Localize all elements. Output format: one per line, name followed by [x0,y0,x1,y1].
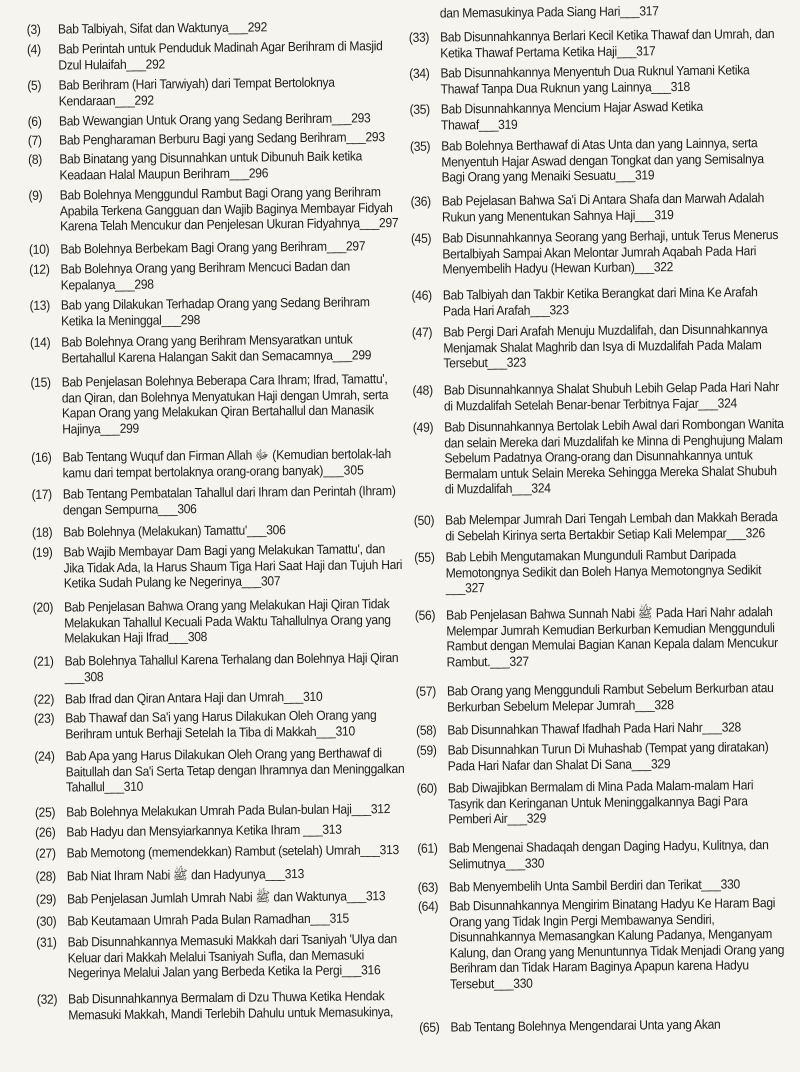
entry-number: (59) [416,742,437,758]
entry-title: Bab Wewangian Untuk Orang yang Sedang Berihram___293 [58,110,371,129]
entry-number: (55) [414,549,435,565]
toc-entry [30,294,402,329]
toc-entry [28,148,400,183]
toc-entry [31,483,403,518]
entry-number: (21) [33,653,54,669]
toc-entry [35,865,407,884]
entry-number: (24) [34,748,55,764]
toc-entry [412,379,784,414]
entry-number: (29) [35,891,57,907]
toc-entry [414,546,786,597]
entry-number: (7) [27,132,42,148]
toc-entry [32,521,404,540]
toc-entry [418,876,790,895]
entry-number: (45) [410,230,432,246]
entry-number: (19) [32,544,53,560]
entry-title: Bab Keutamaan Umrah Pada Bulan Ramadhan___315 [67,910,349,929]
toc-entry [29,238,401,257]
entry-number: (49) [412,419,434,435]
toc-entry [412,321,784,372]
toc-entry [36,888,408,907]
entry-title: Bab Talbiyah, Sifat dan Waktunya___292 [57,19,268,37]
entry-title: Bab Penjelasan Bolehnya Beberapa Cara Ihram; Ifrad, Tamattu', dan Qiran, dan Bolehnya Menyatukan Haji dengan Umrah, serta Kapan Orang yang Melakukan Qiran Bertahallul dan Manasik Hajinya___299 [61,371,389,437]
entry-title: Bab Disunnahkannya Mencium Hajar Aswad Ketika Thawaf___319 [440,98,703,133]
entry-number: (30) [35,913,57,929]
toc-entry [27,74,399,109]
entry-number: (33) [408,29,430,45]
entry-title: Bab Orang yang Menggunduli Rambut Sebelum Berkurban atau Berkurban Sebelum Melepar Jumrah___328 [446,680,774,715]
toc-entry [409,62,781,97]
entry-title: Bab Pengharaman Berburu Bagi yang Sedang Berihram___293 [59,129,385,148]
entry-title: Bab Disunnahkannya Menyentuh Dua Ruknul Yamani Ketika Thawaf Tanpa Dua Ruknun yang Lainnya___318 [440,62,750,97]
entry-number: (36) [410,193,431,209]
entry-number: (13) [29,297,50,313]
entry-title: Bab Apa yang Harus Dilakukan Oleh Orang yang Berthawaf di Baitullah dan Sa'i Serta Tetap dengan Ihramnya dan Meninggalkan Tahallul___310 [65,745,405,795]
entry-number: (23) [33,710,55,726]
entry-title: Bab Disunnahkannya Bertolak Lebih Awal dari Rombongan Wanita dan selain Mereka dari Muzdalifah ke Minna di Penghujung Malam Sebelum Padatnya Orang-orang dan Disunnahkannya untuk Bermalam untuk Selain Mereka Sehingga Mereka Shalat Shubuh di Muzdalifah___324 [444,415,784,497]
entry-title: Bab Pejelasan Bahwa Sa'i Di Antara Shafa dan Marwah Adalah Rukun yang Menentukan Sahnya Haji___319 [441,190,765,225]
entry-title: Bab Bolehnya Melakukan Umrah Pada Bulan-bulan Haji___312 [66,801,391,820]
entry-title: Bab Berihram (Hari Tarwiyah) dari Tempat Bertoloknya Kendaraan___292 [58,74,335,109]
entry-number: (28) [35,868,56,884]
entry-title: Bab Menyembelih Unta Sambil Berdiri dan Terikat___330 [448,876,740,895]
toc-entry [416,719,788,738]
left-column [26,0,405,1023]
toc-entry [34,707,406,742]
entry-number: (26) [35,824,56,840]
toc-entry [28,110,400,129]
toc-entry [28,184,400,235]
entry-title: Bab Disunnahkannya Bermalam di Dzu Thuwa Ketika Hendak Memasuki Makkah, Mandi Terlebih Dahulu untuk Memasukinya, [68,988,394,1023]
toc-entry [416,739,788,774]
entry-title: Bab Penjelasan Bahwa Orang yang Melakukan Haji Qiran Tidak Melakukan Tahallul Kecuali Pada Waktu Tahallulnya Orang yang Melakukan Haji Ifrad___308 [63,596,391,646]
entry-number: (46) [411,287,432,303]
toc-entry [36,910,408,929]
entry-number: (34) [409,65,430,81]
entry-title: Bab Binatang yang Disunnahkan untuk Dibunuh Baik ketika Keadaan Halal Maupun Berihram___296 [59,148,363,183]
continuation-line: dan Memasukinya Pada Siang Hari___317 [439,3,659,21]
entry-number: (20) [32,599,54,615]
entry-title: Bab Mengenai Shadaqah dengan Daging Hadyu, Kulitnya, dan Selimutnya___330 [448,837,769,872]
toc-entry [410,190,782,225]
entry-number: (17) [31,486,52,502]
entry-title: Bab Niat Ihram Nabi ﷺ dan Hadyunya___313 [66,866,305,884]
entry-title: Bab Bolehnya Menggundul Rambut Bagi Orang yang Berihram Apabila Terkena Gangguan dan Wajib Baginya Membayar Fidyah Karena Telah Mencukur dan Penjelesan Ukuran Fidyahnya___297 [59,184,399,234]
toc-entry [409,98,781,133]
toc-entry [34,688,406,707]
entry-title: Bab Hadyu dan Mensyiarkannya Ketika Ihram ___313 [66,821,342,840]
toc-entry [410,135,782,186]
entry-title: Bab Disunnahkan Thawaf Ifadhah Pada Hari Nahr___328 [447,719,742,738]
entry-title: Bab Disunnahkannya Shalat Shubuh Lebih Gelap Pada Hari Nahr di Muzdalifah Setelah Benar-benar Terbitnya Fajar___324 [443,379,779,414]
entry-title: Bab Tentang Bolehnya Mengendarai Unta yang Akan [450,1016,721,1035]
toc-entry [35,801,407,820]
toc-entry [34,745,406,796]
toc-entry [37,988,409,1023]
toc-entry [30,371,402,437]
entry-title: Bab Wajib Membayar Dam Bagi yang Melakukan Tamattu', dan Jika Tidak Ada, Ia Harus Shaum Tiga Hari Saat Haji dan Tujuh Hari Ketika Sudah Pulang ke Negerinya___307 [63,541,403,591]
entry-number: (27) [35,845,56,861]
entry-title: Bab Disunnahkannya Berlari Kecil Ketika Thawaf dan Umrah, dan Ketika Thawaf Pertama Ketika Haji___317 [439,26,775,61]
entry-title: Bab Lebih Mengutamakan Mungunduli Rambut Daripada Memotongnya Sedikit dan Boleh Hanya Memotongnya Sedikit ___327 [445,546,762,596]
toc-entry [28,129,400,148]
entry-number: (12) [29,261,50,277]
entry-number: (9) [28,187,43,203]
toc-entry [33,596,405,647]
toc-entry [414,509,786,544]
entry-number: (14) [29,334,51,350]
entry-title: Bab Ifrad dan Qiran Antara Haji dan Umrah___310 [64,688,323,707]
entry-number: (58) [415,722,437,738]
entry-title: Bab Bolehnya Berthawaf di Atas Unta dan yang Lainnya, serta Menyentuh Hajar Aswad dengan Tongkat dan yang Semisalnya Bagi Orang yang Menaiki Sesuatu___319 [441,135,764,185]
entry-title: Bab Thawaf dan Sa'i yang Harus Dilakukan Oleh Orang yang Berihram untuk Berhaji Setelah Ia Tiba di Makkah___310 [65,707,377,742]
toc-entry [417,837,789,872]
entry-number: (22) [33,691,55,707]
entry-number: (3) [26,21,41,37]
entry-number: (35) [409,101,430,117]
entry-title: Bab Bolehnya Orang yang Berihram Mencuci Badan dan Kepalanya___298 [60,258,350,293]
entry-title: Bab Melempar Jumrah Dari Tengah Lembah dan Makkah Berada di Sebelah Kirinya serta Bertakbir Setiap Kali Melempar___326 [445,509,778,544]
toc-entry [413,416,785,498]
entry-number: (61) [417,840,438,856]
entry-title: Bab Disunnahkannya Seorang yang Berhaji, untuk Terus Menerus Bertalbiyah Sampai Akan Melontar Jumrah Aqabah Pada Hari Menyembelih Hadyu (Hewan Kurban)___322 [442,227,779,277]
toc-entry [419,1016,791,1035]
entry-title: Bab Talbiyah dan Takbir Ketika Berangkat dari Mina Ke Arafah Pada Hari Arafah___323 [442,284,758,319]
toc-entry [409,26,781,61]
entry-number: (64) [417,898,439,914]
entry-title: Bab Bolehnya Berbekam Bagi Orang yang Berihram___297 [60,238,366,257]
entry-title: Bab Disunnahkannya Memasuki Makkah dari Tsaniyah 'Ulya dan Keluar dari Makkah Melalui Tsaniyah Sufla, dan Memasuki Negerinya Melalui Jalan yang Berbeda Ketika Ia Pergi___316 [67,931,397,981]
toc-entry [418,895,791,992]
entry-title: Bab Bolehnya Tahallul Karena Terhalang dan Bolehnya Haji Qiran ___308 [64,650,399,685]
toc-entry [27,38,399,73]
toc-entry [417,777,789,828]
entry-number: (6) [27,113,42,129]
entry-number: (8) [27,151,43,167]
entry-title: Bab Perintah untuk Penduduk Madinah Agar Berihram di Masjid Dzul Hulaifah___292 [58,38,383,73]
toc-entry [27,18,399,37]
toc-entry [29,258,401,293]
toc-entry [31,446,403,481]
entry-number: (57) [415,683,437,699]
entry-title: Bab Tentang Pembatalan Tahallul dari Ihram dan Perintah (Ihram) dengan Sempurna___306 [62,483,396,518]
entry-number: (60) [416,780,438,796]
toc-entry [33,650,405,685]
entry-title: Bab Disunnahkan Turun Di Muhashab (Tempat yang diratakan) Pada Hari Nafar dan Shalat Di Sana___329 [447,739,769,774]
entry-title: Bab Pergi Dari Arafah Menuju Muzdalifah, dan Disunnahkannya Menjamak Shalat Maghrib dan Isya di Muzdalifah Pada Malam Tersebut___323 [443,321,768,371]
entry-number: (48) [412,382,433,398]
toc-entry [416,680,788,715]
toc-entry [35,842,407,861]
entry-title: Bab Memotong (memendekkan) Rambut (setelah) Umrah___313 [66,842,399,861]
entry-title: Bab Disunnahkannya Mengirim Binatang Hadyu Ke Haram Bagi Orang yang Tidak Ingin Pergi Membawanya Sendiri, Disunnahkannya Memasangkan Kalung Padanya, Menganyam Kalung, dan Orang yang Menuntunnya Tidak Menjadi Orang yang Berihram dan Tidak Haram Baginya Apapun karena Hadyu Tersebut___330 [449,895,785,992]
entry-number: (65) [419,1019,440,1035]
entry-title: Bab Tentang Wuquf dan Firman Allah ﷻ (Kemudian bertolak-lah kamu dari tempat bertolaknya orang-orang banyak)___305 [62,446,391,481]
entry-number: (4) [26,41,41,57]
toc-entry [415,604,787,670]
toc-entry [32,541,404,592]
entry-number: (5) [27,77,42,93]
entry-number: (35) [409,138,431,154]
entry-title: Bab Bolehnya Orang yang Berihram Mensyaratkan untuk Bertahallul Karena Halangan Sakit dan Semacamnya___299 [61,331,372,366]
entry-title: Bab Penjelasan Bahwa Sunnah Nabi ﷺ Pada Hari Nahr adalah Melempar Jumrah Kemudian Berkurban Kemudian Menggunduli Rambut dengan Memulai Bagian Kanan Kepala dalam Mencukur Rambut.___327 [446,604,778,670]
entry-number: (47) [411,324,433,340]
entry-number: (50) [413,512,435,528]
entry-number: (31) [36,934,57,950]
entry-number: (63) [417,879,439,895]
entry-number: (56) [414,607,436,623]
entry-number: (18) [31,524,53,540]
toc-entry [411,227,783,278]
entry-number: (10) [28,241,50,257]
toc-entry [411,284,783,319]
entry-number: (25) [34,804,56,820]
entry-title: Bab Diwajibkan Bermalam di Mina Pada Malam-malam Hari Tasyrik dan Keringanan Untuk Meninggalkannya Bagi Para Pemberi Air___329 [447,777,754,827]
entry-title: Bab Penjelasan Jumlah Umrah Nabi ﷺ dan Waktunya___313 [67,888,386,907]
entry-title: Bab yang Dilakukan Terhadap Orang yang Sedang Berihram Ketika Ia Meninggal___298 [60,294,370,329]
entry-number: (32) [36,991,58,1007]
entry-title: Bab Bolehnya (Melakukan) Tamattu'___306 [63,522,286,540]
toc-entry [30,331,402,366]
entry-number: (16) [31,449,52,465]
toc-entry [36,931,408,982]
entry-number: (15) [30,374,51,390]
toc-entry [35,821,407,840]
